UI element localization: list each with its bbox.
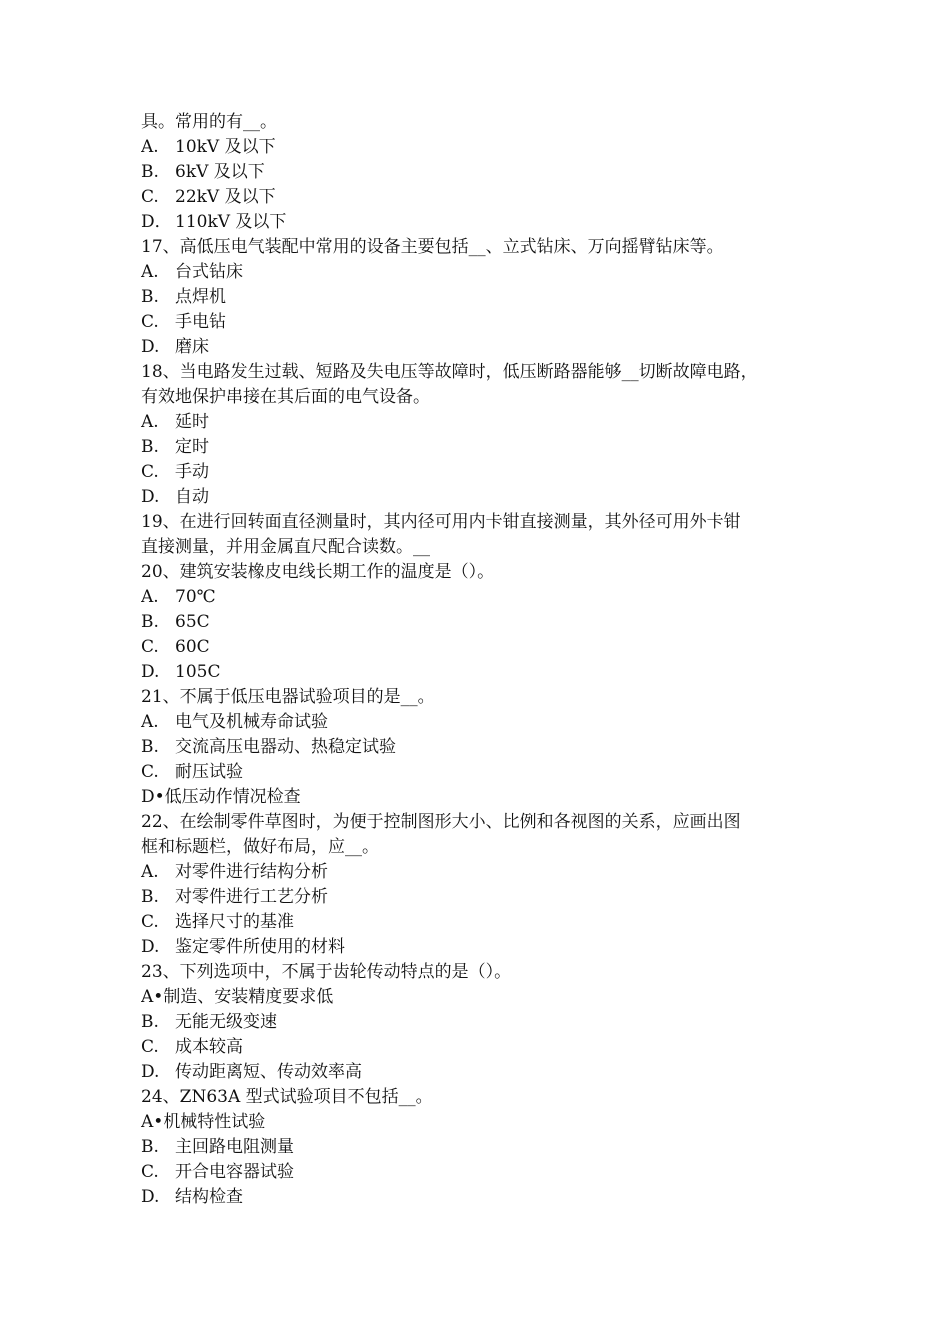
answer-option [141, 210, 831, 235]
question-text-line: 19、在进行回转面直径测量时，其内径可用内卡钳直接测量，其外径可用外卡钳 [141, 512, 741, 532]
option-text: 6kV 及以下 [175, 162, 265, 182]
answer-option [141, 1110, 831, 1135]
option-text: 选择尺寸的基准 [175, 912, 294, 932]
option-letter: D• [141, 787, 165, 807]
option-letter: A• [141, 1112, 164, 1132]
answer-option [141, 710, 831, 735]
question-text-line: 17、高低压电气装配中常用的设备主要包括__、立式钻床、万向摇臂钻床等。 [141, 237, 724, 257]
option-text: 台式钻床 [175, 262, 243, 282]
answer-option [141, 410, 831, 435]
answer-option [141, 885, 831, 910]
option-letter: B. [141, 612, 159, 632]
option-letter: A• [141, 987, 164, 1007]
option-text: 无能无级变速 [175, 1012, 277, 1032]
answer-option [141, 285, 831, 310]
answer-option [141, 760, 831, 785]
option-text: 鉴定零件所使用的材料 [175, 937, 345, 957]
option-text: 延时 [175, 412, 209, 432]
answer-option [141, 660, 831, 685]
option-text: 60C [175, 637, 210, 657]
option-letter: B. [141, 887, 159, 907]
question-text-line: 直接测量，并用金属直尺配合读数。__ [141, 537, 430, 557]
option-text: 10kV 及以下 [175, 137, 276, 157]
option-text: 成本较高 [175, 1037, 243, 1057]
answer-option [141, 335, 831, 360]
option-text: 传动距离短、传动效率高 [175, 1062, 362, 1082]
option-letter: B. [141, 437, 159, 457]
answer-option [141, 1035, 831, 1060]
option-letter: D. [141, 937, 160, 957]
option-letter: D. [141, 662, 160, 682]
answer-option [141, 585, 831, 610]
answer-option [141, 610, 831, 635]
answer-option [141, 985, 831, 1010]
option-text: 耐压试验 [175, 762, 243, 782]
option-letter: C. [141, 912, 159, 932]
option-letter: C. [141, 762, 159, 782]
option-text: 对零件进行工艺分析 [175, 887, 328, 907]
option-text: 结构检查 [175, 1187, 243, 1207]
answer-option [141, 935, 831, 960]
answer-option [141, 160, 831, 185]
option-letter: A. [141, 862, 159, 882]
option-text: 开合电容器试验 [175, 1162, 294, 1182]
option-text: 手电钻 [175, 312, 226, 332]
answer-option [141, 485, 831, 510]
answer-option [141, 260, 831, 285]
answer-option [141, 910, 831, 935]
option-letter: C. [141, 462, 159, 482]
answer-option [141, 735, 831, 760]
option-text: 22kV 及以下 [175, 187, 276, 207]
option-letter: B. [141, 162, 159, 182]
option-text: 低压动作情况检查 [164, 787, 301, 807]
answer-option [141, 635, 831, 660]
option-letter: A. [141, 262, 159, 282]
option-letter: B. [141, 1137, 159, 1157]
option-text: 65C [175, 612, 210, 632]
question-text-line: 24、ZN63A 型式试验项目不包括__。 [141, 1087, 433, 1107]
question-text-line: 18、当电路发生过载、短路及失电压等故障时，低压断路器能够__切断故障电路， [141, 362, 758, 382]
option-text: 机械特性试验 [163, 1112, 266, 1132]
option-letter: D. [141, 487, 160, 507]
answer-option [141, 1135, 831, 1160]
question-text-line: 21、不属于低压电器试验项目的是__。 [141, 687, 435, 707]
option-text: 手动 [175, 462, 209, 482]
option-letter: C. [141, 1037, 159, 1057]
answer-option [141, 1185, 831, 1210]
question-text-line: 框和标题栏，做好布局，应__。 [141, 837, 379, 857]
option-letter: B. [141, 1012, 159, 1032]
option-text: 点焊机 [175, 287, 226, 307]
option-text: 主回路电阻测量 [175, 1137, 294, 1157]
option-letter: C. [141, 1162, 159, 1182]
option-text: 电气及机械寿命试验 [175, 712, 328, 732]
option-letter: A. [141, 712, 159, 732]
answer-option [141, 310, 831, 335]
option-text: 70℃ [175, 587, 216, 607]
option-letter: A. [141, 412, 159, 432]
answer-option [141, 1060, 831, 1085]
answer-option [141, 185, 831, 210]
option-letter: C. [141, 312, 159, 332]
answer-option [141, 1160, 831, 1185]
option-text: 自动 [175, 487, 209, 507]
answer-option [141, 435, 831, 460]
question-text-line: 20、建筑安装橡皮电线长期工作的温度是（）。 [141, 562, 495, 582]
answer-option [141, 860, 831, 885]
option-letter: A. [141, 587, 159, 607]
option-letter: B. [141, 287, 159, 307]
option-letter: D． [141, 212, 172, 232]
question-text-line: 23、下列选项中，不属于齿轮传动特点的是（）。 [141, 962, 512, 982]
option-text: 110kV 及以下 [175, 212, 287, 232]
answer-option [141, 135, 831, 160]
answer-option [141, 785, 831, 810]
option-letter: C. [141, 187, 159, 207]
option-text: 制造、安装精度要求低 [163, 987, 334, 1007]
option-letter: D. [141, 337, 160, 357]
option-letter: D. [141, 1187, 160, 1207]
option-letter: D. [141, 1062, 160, 1082]
option-letter: C. [141, 637, 159, 657]
option-text: 磨床 [175, 337, 209, 357]
option-letter: B. [141, 737, 159, 757]
answer-option [141, 460, 831, 485]
option-text: 对零件进行结构分析 [175, 862, 328, 882]
option-text: 定时 [175, 437, 209, 457]
question-text-line: 有效地保护串接在其后面的电气设备。 [141, 387, 430, 407]
option-text: 105C [175, 662, 221, 682]
document-body [141, 110, 831, 1210]
answer-option [141, 1010, 831, 1035]
question-text-line: 具。常用的有__。 [141, 112, 277, 132]
option-letter: A. [141, 137, 159, 157]
option-text: 交流高压电器动、热稳定试验 [175, 737, 396, 757]
question-text-line: 22、在绘制零件草图时，为便于控制图形大小、比例和各视图的关系，应画出图 [141, 812, 741, 832]
